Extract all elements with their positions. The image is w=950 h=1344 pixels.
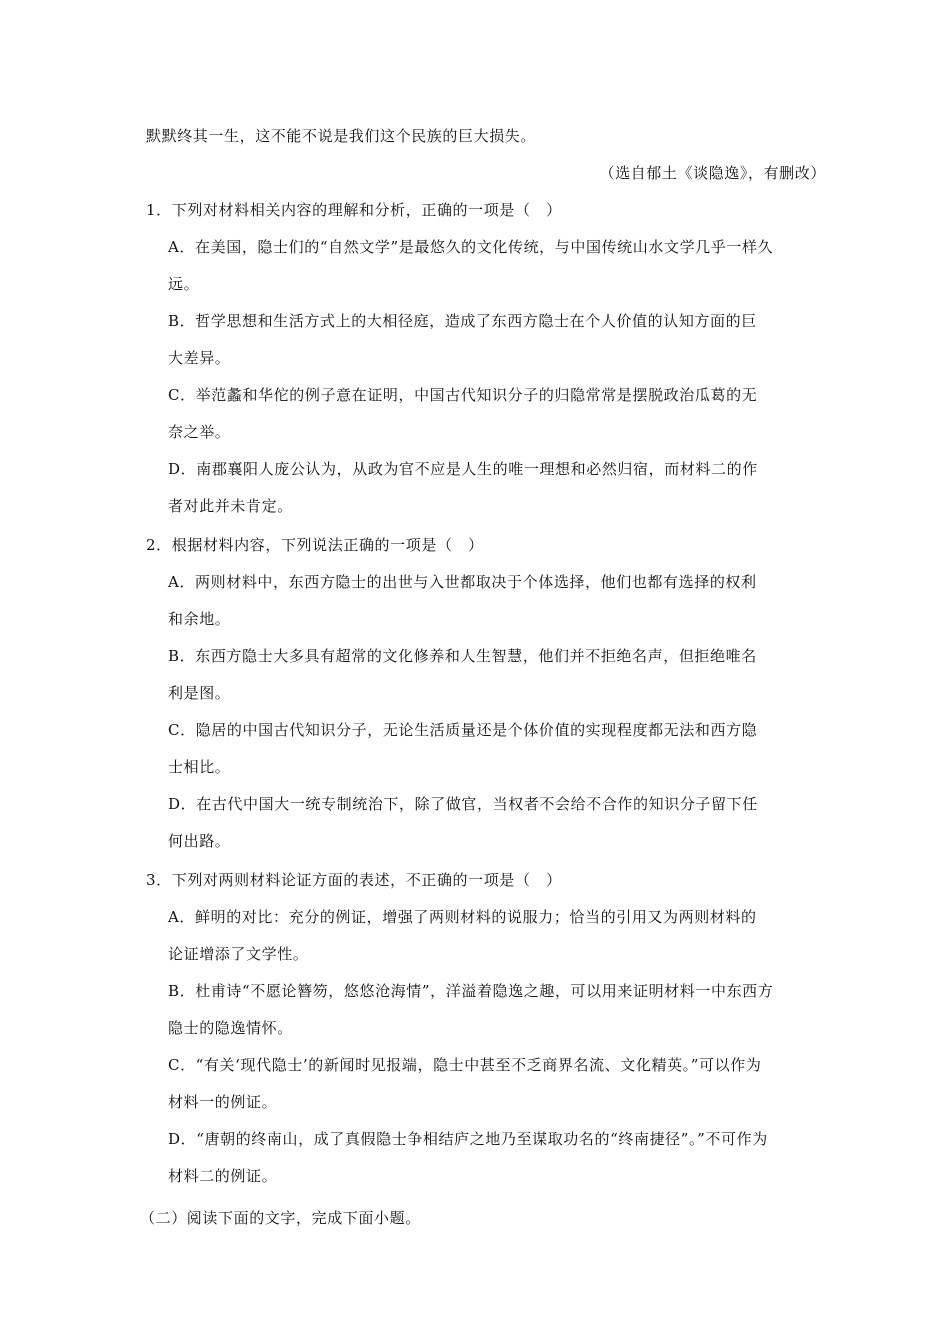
q3-option-a: A．鲜明的对比：充分的例证，增强了两则材料的说服力；恰当的引用又为两则材料的 xyxy=(168,908,757,926)
section-heading: （二）阅读下面的文字，完成下面小题。 xyxy=(140,1209,421,1227)
q3-option-d-cont: 材料二的例证。 xyxy=(168,1167,278,1185)
q1-option-c: C．举范蠡和华佗的例子意在证明，中国古代知识分子的归隐常常是摆脱政治瓜葛的无 xyxy=(168,386,758,404)
q1-option-a: A．在美国，隐士们的“自然文学”是最悠久的文化传统，与中国传统山水文学几乎一样久 xyxy=(168,238,774,256)
q2-option-b-cont: 利是图。 xyxy=(168,684,231,702)
question-1-stem: 1．下列对材料相关内容的理解和分析，正确的一项是（ ） xyxy=(146,201,562,219)
q1-option-c-cont: 奈之举。 xyxy=(168,423,231,441)
q2-option-a: A．两则材料中，东西方隐士的出世与入世都取决于个体选择，他们也都有选择的权利 xyxy=(168,573,757,591)
q1-option-d: D．南郡襄阳人庞公认为，从政为官不应是人生的唯一理想和必然归宿，而材料二的作 xyxy=(168,460,758,478)
q1-option-b: B．哲学思想和生活方式上的大相径庭，造成了东西方隐士在个人价值的认知方面的巨 xyxy=(168,312,757,330)
intro-line: 默默终其一生，这不能不说是我们这个民族的巨大损失。 xyxy=(146,127,537,145)
source-citation: （选自郁土《谈隐逸》，有删改） xyxy=(599,164,826,182)
q3-option-c-cont: 材料一的例证。 xyxy=(168,1093,278,1111)
q3-option-a-cont: 论证增添了文学性。 xyxy=(168,945,309,963)
q3-option-b: B．杜甫诗“不愿论簪笏，悠悠沧海情”，洋溢着隐逸之趣，可以用来证明材料一中东西方 xyxy=(168,982,774,1000)
q2-option-c: C．隐居的中国古代知识分子，无论生活质量还是个体价值的实现程度都无法和西方隐 xyxy=(168,721,758,739)
q2-option-d-cont: 何出路。 xyxy=(168,832,231,850)
q3-option-b-cont: 隐士的隐逸情怀。 xyxy=(168,1019,293,1037)
question-3-stem: 3．下列对两则材料论证方面的表述，不正确的一项是（ ） xyxy=(146,871,562,889)
q3-option-d: D．“唐朝的终南山，成了真假隐士争相结庐之地乃至谋取功名的“终南捷径”。”不可作为 xyxy=(168,1130,768,1148)
question-2-stem: 2．根据材料内容，下列说法正确的一项是（ ） xyxy=(146,536,484,554)
q2-option-b: B．东西方隐士大多具有超常的文化修养和人生智慧，他们并不拒绝名声，但拒绝唯名 xyxy=(168,647,757,665)
q2-option-a-cont: 和余地。 xyxy=(168,610,231,628)
q2-option-d: D．在古代中国大一统专制统治下，除了做官，当权者不会给不合作的知识分子留下任 xyxy=(168,795,758,813)
q3-option-c: C．“有关‘现代隐士’的新闻时见报端，隐士中甚至不乏商界名流、文化精英。”可以作为 xyxy=(168,1056,762,1074)
q1-option-a-cont: 远。 xyxy=(168,275,200,293)
q1-option-d-cont: 者对此并未肯定。 xyxy=(168,497,293,515)
q2-option-c-cont: 士相比。 xyxy=(168,758,231,776)
q1-option-b-cont: 大差异。 xyxy=(168,349,231,367)
